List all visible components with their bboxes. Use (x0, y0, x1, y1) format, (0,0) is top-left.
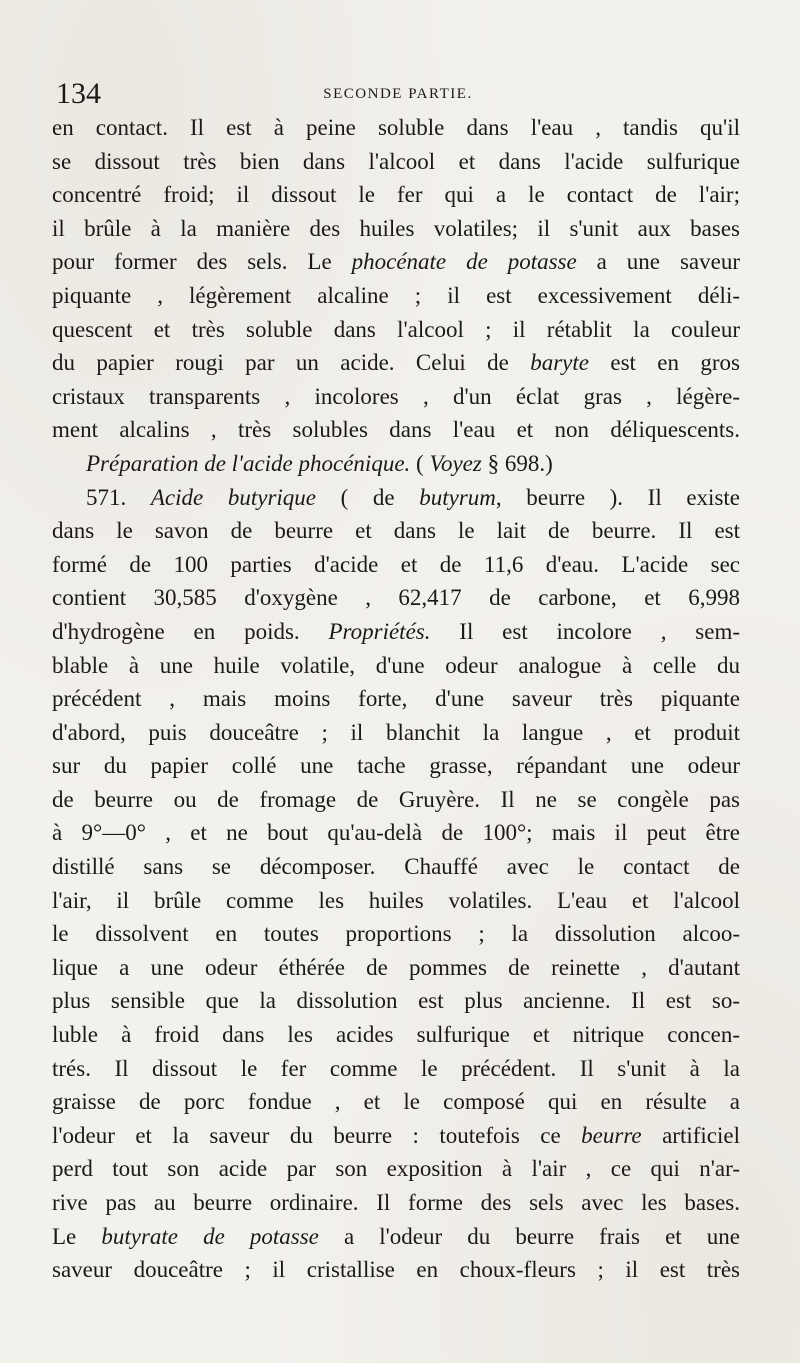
text-line (52, 380, 740, 414)
text-segment: formé de 100 parties d'acide et de 11,6 d'eau. L'acide sec (52, 551, 740, 577)
text-line (52, 783, 740, 817)
italic-phrase: Voyez (429, 450, 482, 476)
text-line (52, 615, 740, 649)
text-line (52, 682, 740, 716)
text-segment: perd tout son acide par son exposition à l'air , ce qui n'ar- (52, 1156, 740, 1182)
text-line (52, 178, 740, 212)
text-segment: de beurre ou de fromage de Gruyère. Il ne se congèle pas (52, 786, 740, 812)
italic-phrase: Propriétés. (328, 618, 431, 644)
text-line (52, 984, 740, 1018)
text-segment: le dissolvent en toutes proportions ; la dissolution alcoo- (52, 921, 740, 947)
body-text (52, 111, 740, 1287)
text-line (52, 413, 740, 447)
text-line (52, 1220, 740, 1254)
text-line (52, 749, 740, 783)
text-line (52, 649, 740, 683)
text-line (52, 481, 740, 515)
text-segment: pour former des sels. Le (52, 249, 352, 275)
text-segment: luble à froid dans les acides sulfurique et nitrique concen- (52, 1022, 740, 1048)
text-segment: ( de (316, 484, 420, 510)
text-segment: ment alcalins , très solubles dans l'eau et non déliquescents. (52, 417, 740, 443)
text-line (52, 884, 740, 918)
section-title: SECONDE PARTIE. (323, 86, 473, 102)
italic-phrase: Préparation de l'acide phocénique. (86, 450, 411, 476)
text-line (52, 514, 740, 548)
text-segment: sur du papier collé une tache grasse, répandant une odeur (52, 753, 740, 779)
text-line (52, 1186, 740, 1220)
text-segment: Il est incolore , sem- (430, 618, 740, 644)
text-line (52, 716, 740, 750)
text-line (52, 1119, 740, 1153)
text-segment: Le (52, 1223, 102, 1249)
text-line (52, 212, 740, 246)
text-segment: 571. (86, 484, 151, 510)
text-segment: plus sensible que la dissolution est plus ancienne. Il est so- (52, 988, 740, 1014)
text-segment: précédent , mais moins forte, d'une saveur très piquante (52, 686, 740, 712)
text-line (52, 346, 740, 380)
text-segment: graisse de porc fondue , et le composé qui en résulte a (52, 1089, 740, 1115)
text-segment: cristaux transparents , incolores , d'un éclat gras , légère- (52, 383, 740, 409)
italic-phrase: butyrate de potasse (101, 1223, 319, 1249)
running-head (56, 76, 740, 112)
italic-phrase: butyrum (419, 484, 496, 510)
italic-phrase: baryte (530, 350, 589, 376)
text-segment: a l'odeur du beurre frais et une (318, 1223, 740, 1249)
text-segment: à 9°—0° , et ne bout qu'au-delà de 100°; mais il peut être (52, 820, 740, 846)
text-segment: artificiel (641, 1122, 740, 1148)
text-segment: l'air, il brûle comme les huiles volatiles. L'eau et l'alcool (52, 887, 740, 913)
text-segment: concentré froid; il dissout le fer qui a le contact de l'air; (52, 182, 740, 208)
text-line (52, 1018, 740, 1052)
text-line (52, 850, 740, 884)
text-line (52, 279, 740, 313)
text-segment: du papier rougi par un acide. Celui de (52, 350, 531, 376)
text-segment: rive pas au beurre ordinaire. Il forme des sels avec les bases. (52, 1190, 740, 1215)
text-line (52, 1085, 740, 1119)
text-segment: a une saveur (576, 249, 740, 275)
text-line (52, 111, 740, 145)
text-segment: se dissout très bien dans l'alcool et dans l'acide sulfurique (52, 148, 740, 174)
text-segment: en contact. Il est à peine soluble dans l'eau , tandis qu'il (52, 115, 740, 140)
text-segment: ( (410, 450, 430, 476)
text-line (52, 951, 740, 985)
text-line (52, 313, 740, 347)
text-segment: § 698.) (481, 450, 553, 476)
text-line (52, 548, 740, 582)
text-line (52, 1253, 740, 1287)
text-line (52, 245, 740, 279)
text-segment: distillé sans se décomposer. Chauffé avec le contact de (52, 854, 740, 880)
text-line (52, 145, 740, 179)
italic-phrase: Acide butyrique (150, 484, 317, 510)
text-segment: est en gros (589, 350, 740, 376)
text-line (52, 1152, 740, 1186)
text-line (52, 917, 740, 951)
text-line (52, 816, 740, 850)
text-segment: l'odeur et la saveur du beurre : toutefois ce (52, 1122, 582, 1148)
text-segment: piquante , légèrement alcaline ; il est excessivement déli- (52, 282, 740, 308)
text-segment: d'abord, puis douceâtre ; il blanchit la langue , et produit (52, 719, 740, 745)
text-segment: , beurre ). Il existe (495, 484, 740, 510)
text-segment: lique a une odeur éthérée de pommes de reinette , d'autant (52, 954, 740, 980)
text-segment: contient 30,585 d'oxygène , 62,417 de carbone, et 6,998 (52, 585, 740, 611)
text-segment: trés. Il dissout le fer comme le précédent. Il s'unit à la (52, 1055, 740, 1081)
italic-phrase: beurre (581, 1122, 642, 1148)
page-number: 134 (56, 77, 101, 110)
text-segment: dans le savon de beurre et dans le lait de beurre. Il est (52, 518, 740, 544)
text-line (52, 581, 740, 615)
text-segment: d'hydrogène en poids. (52, 618, 329, 644)
text-line (52, 447, 740, 481)
text-segment: il brûle à la manière des huiles volatiles; il s'unit aux bases (52, 215, 740, 241)
italic-phrase: phocénate de potasse (351, 249, 577, 275)
text-segment: quescent et très soluble dans l'alcool ; il rétablit la couleur (52, 316, 740, 342)
text-segment: blable à une huile volatile, d'une odeur analogue à celle du (52, 652, 740, 678)
text-segment: saveur douceâtre ; il cristallise en choux-fleurs ; il est très (52, 1257, 740, 1283)
text-line (52, 1052, 740, 1086)
